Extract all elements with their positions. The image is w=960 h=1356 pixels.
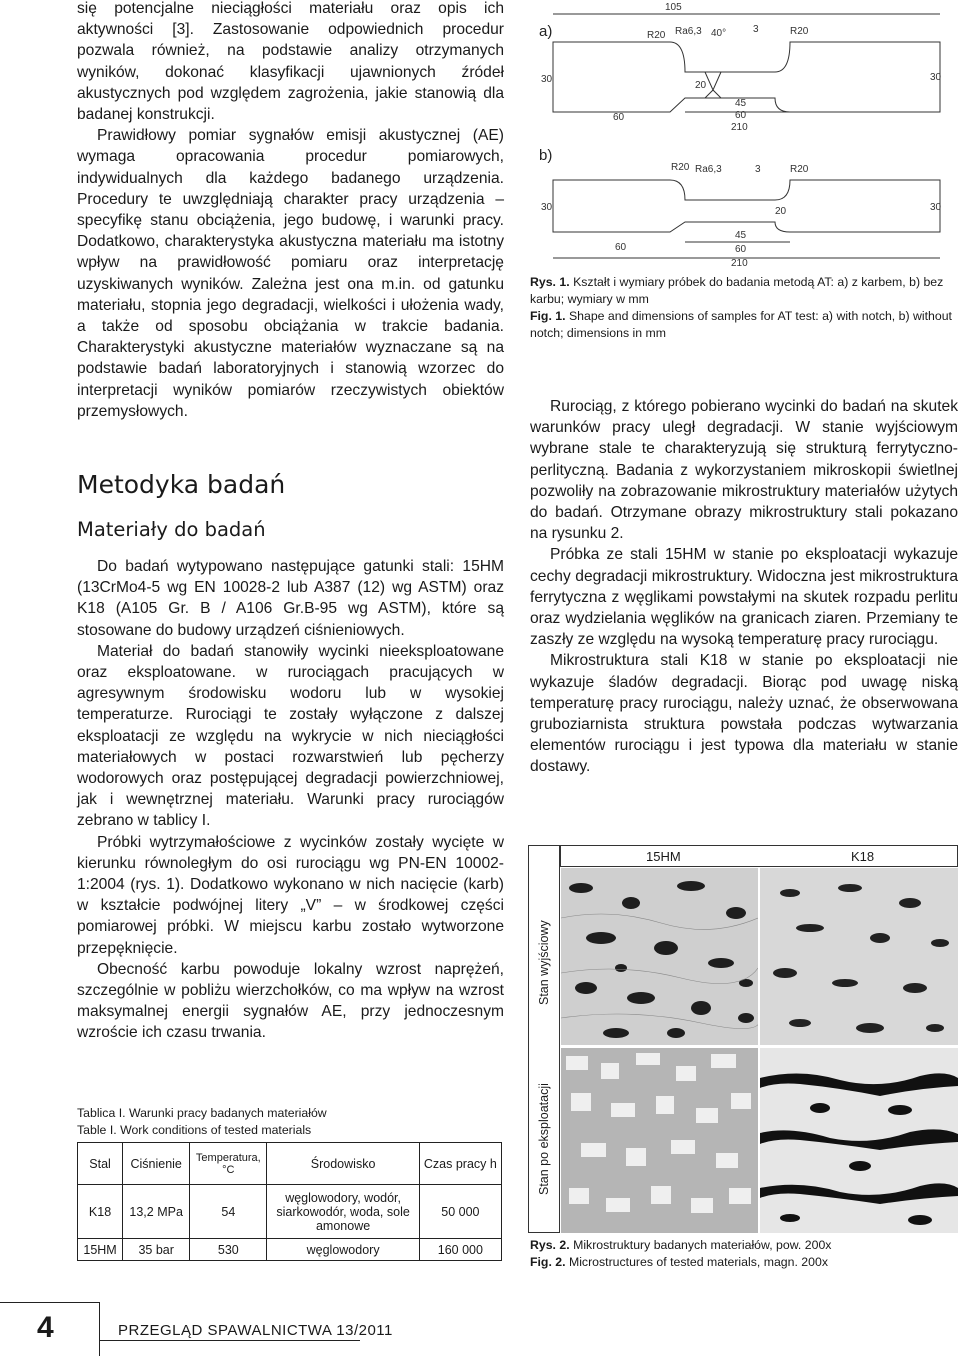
figure-1-caption-pl-line: [530, 274, 955, 308]
figure-2: [528, 845, 960, 1233]
intro-paragraph-2: Prawidłowy pomiar sygnałów emisji akustycznej (AE) wymaga opracowania procedur pomiarowych, indywidualnych dla każdego badanego urządzenia. Procedury te uwzględniają charakter pracy urządzenia – specyfikę stanu obciążenia, jego budowę, i warunki pracy. Dodatkowo, charakterystyka akustyczna materiału ma istotny wpływ na prawidłowość pomiaru oraz interpretację uzyskiwanych wyników. Zależna jest ona m.in. od gatunku materiału, stopnia jego degradacji, wielkości i ułożenia wady, a także od sposobu obciążania w trakcie badania. Charakterystyki akustyczne materiałów wyznaczane są na podstawie badań laboratoryjnych i stanowią wzorzec do interpretacji wyników pomiarów rzeczywistych obiektów przemysłowych.: [77, 127, 504, 420]
dim-a: 30: [541, 74, 553, 85]
fig1-caption-en-label: Fig. 1.: [530, 309, 566, 323]
intro-paragraph-1: się potencjalne nieciągłości materiału oraz opis ich aktywności [3]. Zastosowanie odpowiednich procedur pozwala również, na podstawie analizy otrzymanych wyników, dokonać klasyfikacji ujawnionych źródeł akustycznych pod względem zagrożenia, jakie stanowią dla badanej konstrukcji.: [77, 0, 504, 124]
dim-b: R20: [790, 164, 809, 175]
right-paragraph-3: Mikrostruktura stali K18 w stanie po eksploatacji nie wykazuje śladów degradacji. Biorąc pod uwagę niską temperaturę pracy rurociągu, należy uznać, że obserwowana gruboziarnista struktura powstała podczas wytwarzania elementów rurociągu i jest typowa dla materiału w stanie dostawy.: [530, 652, 958, 776]
dim-b: 30: [541, 202, 553, 213]
fig2-row-after: Stan po eksploatacji: [537, 1083, 551, 1195]
fig1-caption-pl-label: Rys. 1.: [530, 275, 570, 289]
micrograph-texture: [760, 1048, 958, 1233]
body-paragraph-4: Obecność karbu powoduje lokalny wzrost naprężeń, szczególnie w pobliżu wierzchołków, co ma wpływ na wzrost maksymalnej energii sygnałów AE, przy jednoczesnym wzroście ich czasu trwania.: [77, 960, 504, 1042]
fig2-caption-en-label: Fig. 2.: [530, 1255, 566, 1269]
fig1-caption-en: Shape and dimensions of samples for AT test: a) with notch, b) without notch; dimensions in mm: [530, 309, 952, 340]
fig1-label-b: b): [539, 147, 553, 164]
table-caption: [77, 1105, 507, 1139]
right-paragraph-1: Rurociąg, z którego pobierano wycinki do badań na skutek warunków pracy uległ degradacji. W stanie wyjściowym wybrane stale te charakteryzują się strukturą ferrytyczno-perlityczną. Badania z wykorzystaniem mikroskopii świetlnej pozwoliły na zobrazowanie mikrostruktury materiałów użytych do badań. Otrzymane obrazy mikrostruktury stali pokazano na rysunku 2.: [530, 398, 958, 543]
dim-a: 3: [753, 24, 759, 35]
micrograph-k18-initial: [760, 868, 958, 1045]
dim-b: 60: [615, 242, 627, 253]
table-header-cell: Ciśnienie: [123, 1143, 190, 1185]
table-header-cell: Środowisko: [267, 1143, 419, 1185]
dim-b: 30: [930, 202, 942, 213]
table-cell: 530: [190, 1239, 267, 1261]
table-caption-en: Table I. Work conditions of tested materials: [77, 1123, 312, 1137]
micrograph-15hm-after: [561, 1048, 758, 1233]
journal-title: PRZEGLĄD SPAWALNICTWA 13/2011: [118, 1322, 393, 1339]
table-header-row: [78, 1143, 502, 1185]
section-title: Metodyka badań: [77, 470, 286, 499]
dim-a: 40°: [711, 28, 727, 39]
figure-2-caption: [530, 1237, 955, 1271]
fig2-caption-pl: Mikrostruktury badanych materiałów, pow. 200x: [573, 1238, 832, 1252]
micrograph-15hm-initial: [561, 868, 758, 1045]
dim-b: 3: [755, 164, 761, 175]
dim-a: 30: [930, 72, 942, 83]
specimen-b-dims: [541, 162, 942, 269]
figure-2-caption-pl-line: [530, 1237, 955, 1254]
table-cell: 13,2 MPa: [123, 1185, 190, 1239]
dim-a: R20: [647, 30, 666, 41]
fig1-caption-pl: Kształt i wymiary próbek do badania metodą AT: a) z karbem, b) bez karbu; wymiary w mm: [530, 275, 944, 306]
dim-a: 20: [695, 80, 707, 91]
fig1-label-a: a): [539, 23, 553, 40]
dim-a: 45: [735, 98, 747, 109]
body-paragraph-2: Materiał do badań stanowiły wycinki nieeksploatowane oraz eksploatowane. w rurociągach pracujących w agresywnym środowisku wodoru lub w wysokiej temperaturze. Rurociągi te zostały wyłączone z dalszej eksploatacji ze względu na wykrycie w nich nieciągłości materiałowych w postaci rozwarstwień lub pęcherzy wodorowych oraz postępującej degradacji powierzchniowej, jak i wewnętrznej materiału. Warunki pracy rurociągów zebrano w tablicy I.: [77, 642, 504, 830]
fig2-caption-pl-label: Rys. 2.: [530, 1238, 570, 1252]
table-row: [78, 1185, 502, 1239]
micrograph-texture: [561, 1048, 758, 1233]
figure-1-caption: [530, 274, 955, 342]
specimen-b-outline: [553, 180, 940, 258]
fig2-col-15hm: 15HM: [646, 849, 681, 864]
micrograph-texture: [760, 868, 958, 1045]
dim-a: R20: [790, 26, 809, 37]
fig2-header-row: [560, 845, 958, 867]
page-number: 4: [37, 1311, 54, 1344]
specimen-a-dims: [541, 2, 942, 133]
fig2-caption-en: Microstructures of tested materials, magn. 200x: [568, 1255, 828, 1269]
table-cell: węglowodory, wodór, siarkowodór, woda, sole amonowe: [267, 1185, 419, 1239]
work-conditions-table: [77, 1142, 502, 1261]
table-caption-pl: Tablica I. Warunki pracy badanych materiałów: [77, 1106, 327, 1120]
dim-a: 60: [613, 112, 625, 123]
table-header-cell: Czas pracy h: [419, 1143, 501, 1185]
dim-b: Ra6,3: [695, 164, 722, 175]
dim-a: 60: [735, 110, 747, 121]
micrograph-k18-after: [760, 1048, 958, 1233]
table-cell: 160 000: [419, 1239, 501, 1261]
body-paragraph-3: Próbki wytrzymałościowe z wycinków zostały wycięte w kierunku równoległym do osi rurociągu wg PN-EN 10002-1:2004 (rys. 1). Dodatkowo wykonano w nich nacięcie (karb) w kształcie podwójnej litery „V” – w środkowej części pomiarowej próbki. W miejscu karbu zostało wytworzone przepęknięcie.: [77, 833, 504, 957]
intro-text: [77, 0, 504, 422]
body-text: [77, 556, 504, 1044]
dim-a: 210: [731, 122, 748, 133]
table-cell: węglowodory: [267, 1239, 419, 1261]
body-paragraph-1: Do badań wytypowano następujące gatunki stali: 15HM (13CrMo4-5 wg EN 10028-2 lub A387 (12) wg ASTM) oraz K18 (A105 Gr. B / A106 Gr.B-95 wg ASTM), które są stosowane do budowy urządzeń ciśnieniowych.: [77, 558, 504, 639]
specimen-drawing: [535, 0, 953, 270]
table-cell: 35 bar: [123, 1239, 190, 1261]
table-cell: K18: [78, 1185, 123, 1239]
page-number-box: [0, 1302, 100, 1356]
dim-b: 210: [731, 258, 748, 269]
figure-2-caption-en-line: [530, 1254, 955, 1271]
figure-1-caption-en-line: [530, 308, 955, 342]
table-cell: 50 000: [419, 1185, 501, 1239]
fig2-col-k18: K18: [851, 849, 875, 864]
right-paragraph-2: Próbka ze stali 15HM w stanie po eksploatacji wykazuje cechy degradacji mikrostruktury. Widoczna jest mikrostruktura ferrytyczna z węglikami powstałymi na skutek rozpadu perlitu oraz wydzielania węglików na granicach ziaren. Przemiany te zaszły ze względu na wysoką temperaturę pracy rurociągu.: [530, 546, 958, 649]
dim-b: 45: [735, 230, 747, 241]
table-row: [78, 1239, 502, 1261]
dim-a: 105: [665, 2, 682, 13]
table-cell: 15HM: [78, 1239, 123, 1261]
dim-b: R20: [671, 162, 690, 173]
figure-1: [535, 0, 953, 270]
micrograph-texture: [561, 868, 758, 1045]
footer-rule: [100, 1340, 360, 1341]
dim-b: 20: [775, 206, 787, 217]
table-header-cell: Temperatura, °C: [190, 1143, 267, 1185]
fig2-row-initial: Stan wyjściowy: [537, 920, 551, 1005]
right-column-text: [530, 396, 958, 778]
specimen-a-outline: [553, 14, 940, 112]
table-cell: 54: [190, 1185, 267, 1239]
table-header-cell: Stal: [78, 1143, 123, 1185]
dim-b: 60: [735, 244, 747, 255]
dim-a: Ra6,3: [675, 26, 702, 37]
subsection-title: Materiały do badań: [77, 518, 266, 541]
